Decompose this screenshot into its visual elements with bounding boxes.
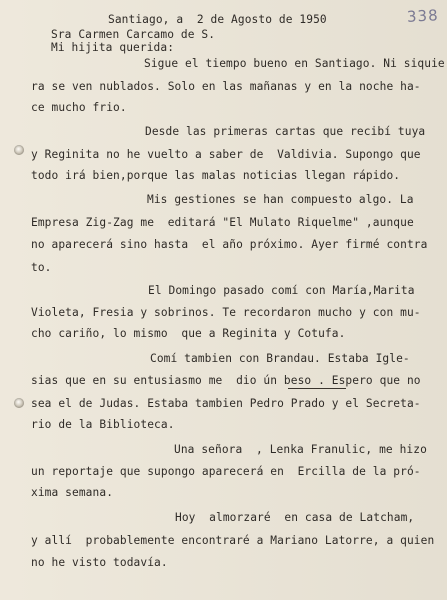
letter-date: Santiago, a 2 de Agosto de 1950: [108, 13, 327, 26]
letter-line: un reportaje que supongo aparecerá en Ercilla de la pró-: [31, 465, 421, 478]
letter-line: Una señora , Lenka Franulic, me hizo: [174, 443, 427, 456]
letter-line: sea el de Judas. Estaba tambien Pedro Prado y el Secreta-: [31, 397, 421, 410]
punch-hole-bottom: [14, 398, 24, 408]
letter-line: no aparecerá sino hasta el año próximo. Ayer firmé contra: [31, 238, 428, 251]
letter-line: ce mucho frio.: [31, 101, 127, 114]
letter-line: Violeta, Fresia y sobrinos. Te recordaron mucho y con mu-: [31, 306, 421, 319]
letter-line: y allí probablemente encontraré a Mariano Latorre, a quien: [31, 534, 435, 547]
page-number: 338: [406, 6, 440, 26]
letter-line: to.: [31, 261, 52, 274]
letter-line: no he visto todavía.: [31, 556, 168, 569]
letter-line: Comí tambien con Brandau. Estaba Igle-: [150, 352, 410, 365]
letter-recipient: Sra Carmen Carcamo de S.: [51, 28, 216, 41]
underline-un-beso: [288, 388, 346, 389]
letter-line: Empresa Zig-Zag me editará "El Mulato Riquelme" ,aunque: [31, 216, 414, 229]
letter-line: todo irá bien,porque las malas noticias llegan rápido.: [31, 169, 401, 182]
letter-line: Hoy almorzaré en casa de Latcham,: [175, 511, 415, 524]
letter-line: Mis gestiones se han compuesto algo. La: [147, 193, 414, 206]
letter-line: cho cariño, lo mismo que a Reginita y Cotufa.: [31, 327, 346, 340]
letter-line: rio de la Biblioteca.: [31, 418, 175, 431]
letter-line: Desde las primeras cartas que recibí tuya: [145, 125, 426, 138]
letter-line: El Domingo pasado comí con María,Marita: [148, 284, 415, 297]
letter-line: y Reginita no he vuelto a saber de Valdivia. Supongo que: [31, 148, 421, 161]
punch-hole-top: [14, 145, 24, 155]
letter-line: Sigue el tiempo bueno en Santiago. Ni siquie: [144, 57, 445, 70]
letter-salutation: Mi hijita querida:: [51, 41, 175, 54]
letter-line: xima semana.: [31, 486, 114, 499]
letter-line: sias que en su entusiasmo me dio ún beso . Espero que no: [31, 374, 421, 387]
letter-line: ra se ven nublados. Solo en las mañanas y en la noche ha-: [31, 80, 421, 93]
